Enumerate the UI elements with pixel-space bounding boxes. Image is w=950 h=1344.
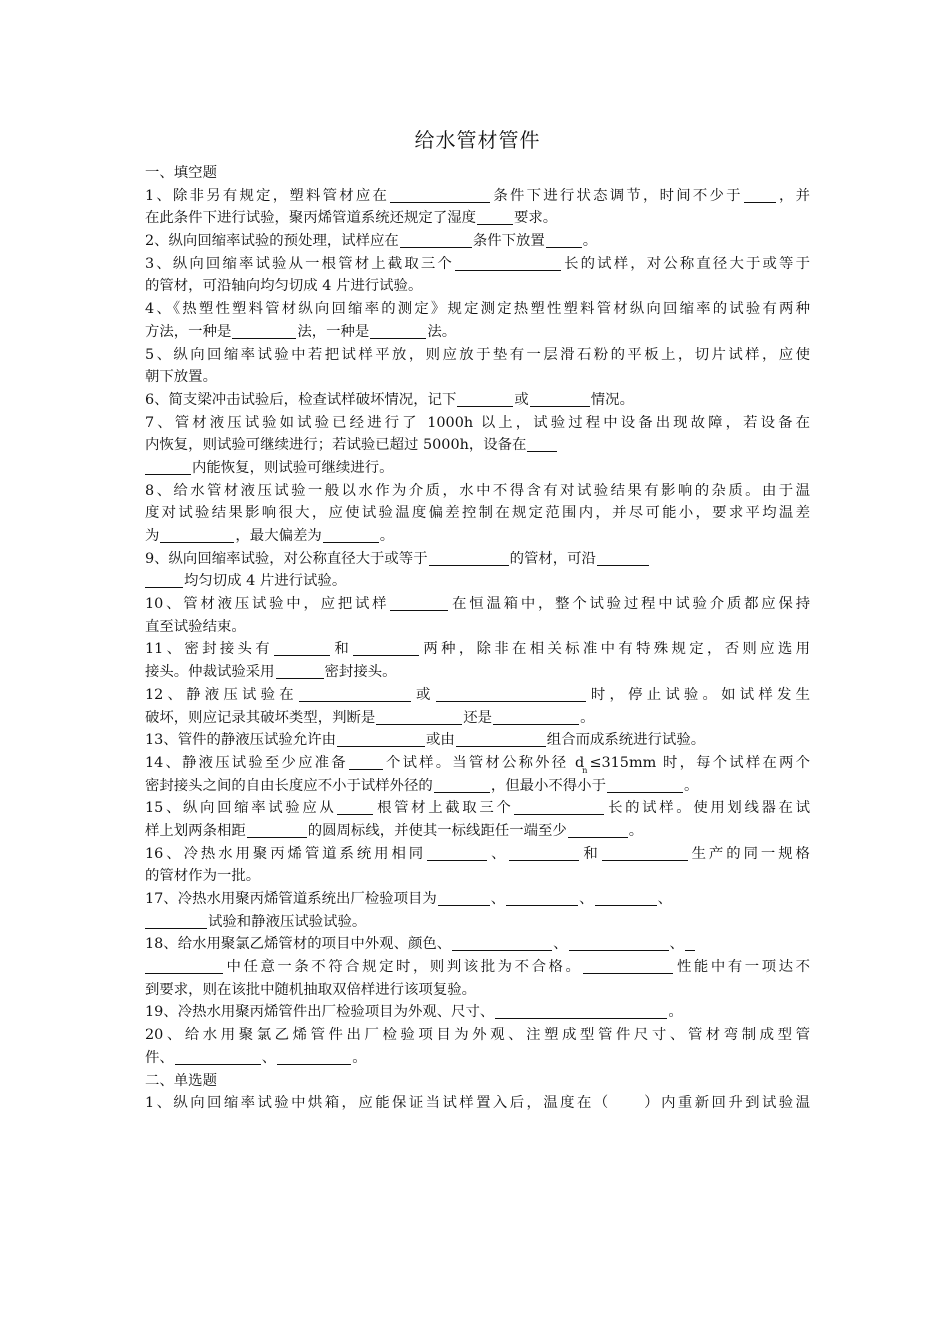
q10-line-1: 10、管材液压试验中，应把试样 在恒温箱中，整个试验过程中试验介质都应保持: [145, 596, 810, 613]
q7-line-3: 内能恢复，则试验可继续进行。: [145, 457, 810, 480]
q20-line-1: 20、给水用聚氯乙烯管件出厂检验项目为外观、注塑成型管件尺寸、管材弯制成型管: [145, 1027, 810, 1044]
q6-line: 6、简支梁冲击试验后，检查试样破坏情况，记下 或 情况。: [145, 391, 634, 408]
document-body: [145, 162, 810, 1115]
answer-blank[interactable]: [232, 323, 296, 339]
answer-blank[interactable]: [145, 572, 183, 588]
answer-blank[interactable]: [602, 845, 688, 861]
answer-blank[interactable]: [569, 935, 669, 951]
answer-blank[interactable]: [337, 799, 373, 815]
q3-line-1: 3、纵向回缩率试验从一根管材上截取三个 长的试样，对公称直径大于或等于: [145, 255, 810, 272]
q3-line-2: 的管材，可沿轴向均匀切成 4 片进行试验。: [145, 278, 423, 295]
q7-line-2: 内恢复，则试验可继续进行；若试验已超过 5000h，设备在: [145, 434, 810, 457]
page-title: 给水管材管件: [414, 128, 541, 152]
answer-blank[interactable]: [370, 323, 426, 339]
q4-line-2: 方法，一种是 法，一种是 法。: [145, 323, 457, 340]
answer-blank[interactable]: [434, 777, 490, 793]
answer-blank[interactable]: [400, 232, 472, 248]
answer-blank[interactable]: [457, 391, 513, 407]
q1-line-1: 1、除非另有规定，塑料管材应在 条件下进行状态调节，时间不少于 ，并: [145, 187, 810, 204]
q5-line-1: 5、纵向回缩率试验中若把试样平放，则应放于垫有一层滑石粉的平板上，切片试样，应使: [145, 346, 810, 363]
q18-line-3: 到要求，则在该批中随机抽取双倍样进行该项复验。: [145, 981, 476, 998]
answer-blank[interactable]: [477, 209, 513, 225]
q8-line-2: 度对试验结果影响很大，应使试验温度偏差控制在规定范围内，并尽可能小，要求平均温差: [145, 505, 810, 522]
q14-line-2: 密封接头之间的自由长度应不小于试样外径的 ，但最小不得小于 。: [145, 777, 699, 794]
q11-line-1: 11、密封接头有 和 两种，除非在相关标准中有特殊规定，否则应选用: [145, 641, 810, 658]
q16-line-1: 16、冷热水用聚丙烯管道系统用相同 、 和 生产的同一规格: [145, 845, 810, 862]
section-heading-fill: 一、填空题: [145, 165, 217, 181]
answer-blank[interactable]: [274, 640, 330, 656]
answer-blank[interactable]: [506, 890, 578, 906]
q5-line-2: 朝下放置。: [145, 369, 217, 386]
answer-blank[interactable]: [546, 232, 582, 248]
answer-blank[interactable]: [160, 527, 234, 543]
answer-blank[interactable]: [583, 958, 673, 974]
q15-line-2: 样上划两条相距 的圆周标线，并使其一标线距任一端至少 。: [145, 822, 644, 839]
answer-blank[interactable]: [376, 709, 462, 725]
answer-blank[interactable]: [527, 436, 557, 452]
q8-line-3: 为 ，最大偏差为 。: [145, 528, 395, 544]
answer-blank[interactable]: [145, 913, 207, 929]
answer-blank[interactable]: [509, 845, 579, 861]
answer-blank[interactable]: [145, 958, 223, 974]
q10-line-2: 直至试验结束。: [145, 618, 246, 635]
q7-line-1: 7、管材液压试验如试验已经进行了 1000h 以上，试验过程中设备出现故障，若设备在: [145, 414, 810, 431]
answer-blank[interactable]: [530, 391, 590, 407]
answer-blank[interactable]: [277, 1049, 351, 1065]
q18-line-2: 中任意一条不符合规定时，则判该批为不合格。 性能中有一项达不: [145, 956, 810, 979]
q19-line: 19、冷热水用聚丙烯管件出厂检验项目为外观、尺寸、 。: [145, 1004, 683, 1021]
q4-line-1: 4、《热塑性塑料管材纵向回缩率的测定》规定测定热塑性塑料管材纵向回缩率的试验有两种: [145, 301, 810, 318]
answer-blank[interactable]: [145, 459, 191, 475]
answer-blank[interactable]: [353, 640, 419, 656]
q11-line-2: 接头。仲裁试验采用 密封接头。: [145, 664, 397, 681]
answer-blank[interactable]: [493, 709, 579, 725]
answer-blank[interactable]: [175, 1049, 261, 1065]
q17-line-2: 试验和静液压试验试验。: [145, 911, 810, 934]
answer-blank[interactable]: [276, 663, 324, 679]
answer-blank[interactable]: [607, 777, 683, 793]
q16-line-2: 的管材作为一批。: [145, 868, 261, 885]
answer-blank[interactable]: [595, 890, 657, 906]
mc1-line: 1、纵向回缩率试验中烘箱，应能保证当试样置入后，温度在（ ）内重新回升到试验温: [145, 1095, 810, 1112]
q9-line-1: 9、纵向回缩率试验，对公称直径大于或等于 的管材，可沿: [145, 548, 810, 571]
q12-line-2: 破坏，则应记录其破坏类型，判断是 还是 。: [145, 709, 595, 726]
q15-line-1: 15、纵向回缩率试验应从 根管材上截取三个 长的试样。使用划线器在试: [145, 800, 810, 817]
q20-line-2: 件、 、 。: [145, 1049, 367, 1066]
answer-blank[interactable]: [568, 822, 628, 838]
q12-line-1: 12、静液压试验在 或 时，停止试验。如试样发生: [145, 686, 810, 703]
q9-line-2: 均匀切成 4 片进行试验。: [145, 570, 810, 593]
answer-blank[interactable]: [390, 187, 490, 203]
answer-blank[interactable]: [455, 255, 561, 271]
q2-line: 2、纵向回缩率试验的预处理，试样应在 条件下放置 。: [145, 233, 598, 250]
answer-blank[interactable]: [514, 799, 604, 815]
answer-blank[interactable]: [685, 935, 695, 951]
q18-line-1: 18、给水用聚氯乙烯管材的项目中外观、颜色、 、 、: [145, 933, 810, 956]
answer-blank[interactable]: [323, 527, 379, 543]
answer-blank[interactable]: [247, 822, 307, 838]
answer-blank[interactable]: [452, 935, 552, 951]
answer-blank[interactable]: [427, 845, 487, 861]
answer-blank[interactable]: [337, 731, 425, 747]
answer-blank[interactable]: [390, 595, 448, 611]
answer-blank[interactable]: [349, 754, 383, 770]
answer-blank[interactable]: [438, 890, 490, 906]
answer-blank[interactable]: [456, 731, 546, 747]
answer-blank[interactable]: [495, 1003, 667, 1019]
answer-blank[interactable]: [744, 187, 776, 203]
q17-line-1: 17、冷热水用聚丙烯管道系统出厂检验项目为 、 、 、: [145, 891, 672, 907]
q14-line-1: 14、静液压试验至少应准备 个试样。当管材公称外径 $d_n \le 315mm$ 时，每个试样在两个: [145, 754, 810, 775]
section-heading-single: 二、单选题: [145, 1072, 217, 1089]
answer-blank[interactable]: [429, 550, 509, 566]
q8-line-1: 8、给水管材液压试验一般以水作为介质，水中不得含有对试验结果有影响的杂质。由于温: [145, 482, 810, 499]
answer-blank[interactable]: [436, 686, 586, 702]
answer-blank[interactable]: [299, 686, 411, 702]
q13-line: 13、管件的静液压试验允许由 或由 组合而成系统进行试验。: [145, 732, 706, 749]
q1-line-2: 在此条件下进行试验，聚丙烯管道系统还规定了湿度 要求。: [145, 210, 558, 227]
answer-blank[interactable]: [597, 550, 649, 566]
